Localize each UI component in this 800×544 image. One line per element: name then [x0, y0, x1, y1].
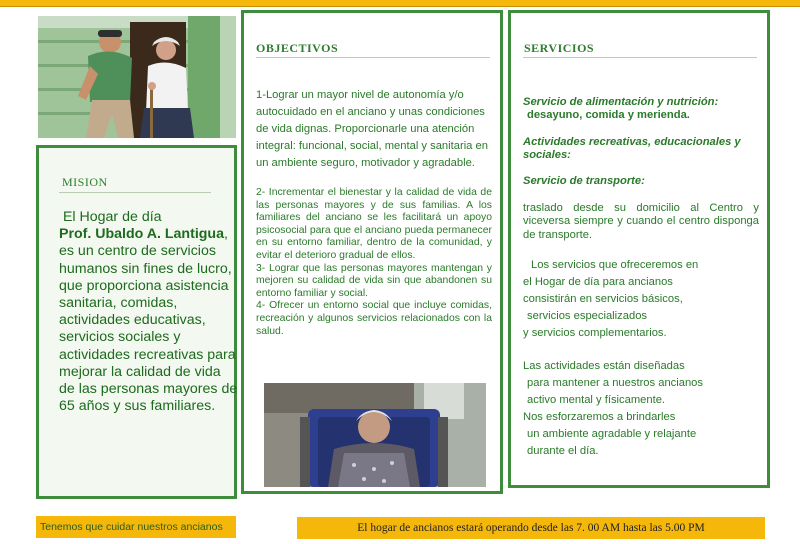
- objectivos-panel: [241, 10, 503, 494]
- offer-line: servicios especializados: [527, 310, 648, 322]
- objective-4: 4- Ofrecer un entorno social que incluye comidas, recreación y algunos servicios relacionados con la salud.: [256, 300, 492, 337]
- mision-text-body: , es un centro de servicios humanos sin fines de lucro, que proporciona asistencia sanitaria, comidas, actividades educativas, servicios sociales y actividades recreativas para mejorar la calidad de vida de las personas mayores de 65 años y sus familiares.: [59, 226, 238, 415]
- service-food: [523, 96, 759, 122]
- mision-panel: [36, 145, 237, 499]
- service-transport-text: traslado desde su domicilio al Centro y viceversa siempre y cuando el centro disponga de transporte.: [523, 202, 759, 241]
- offer-line: Los servicios que ofreceremos en: [531, 259, 699, 271]
- activities-line: Nos esforzaremos a brindarles: [523, 411, 676, 423]
- service-food-title: Servicio de alimentación y nutrición:: [523, 96, 719, 108]
- footer-hours-banner: [297, 517, 765, 539]
- footer-slogan-text: Tenemos que cuidar nuestros ancianos: [40, 521, 223, 533]
- services-offer-paragraph: [523, 257, 759, 342]
- footer-hours-text: El hogar de ancianos estará operando desde las 7. 00 AM hasta las 5.00 PM: [357, 522, 705, 534]
- objectivos-heading: OBJECTIVOS: [256, 41, 339, 55]
- mision-heading: MISION: [62, 175, 108, 189]
- offer-line: y servicios complementarios.: [523, 327, 667, 339]
- service-food-meals: desayuno, comida y merienda.: [527, 109, 690, 121]
- activities-line: durante el día.: [527, 445, 599, 457]
- mision-divider: [59, 192, 211, 193]
- servicios-divider: [523, 57, 757, 58]
- servicios-panel: [508, 10, 770, 488]
- objectivos-divider: [256, 57, 490, 58]
- service-transport: Servicio de transporte:: [523, 175, 645, 187]
- photo-woman-wheelchair: [264, 383, 486, 487]
- activities-line: Las actividades están diseñadas: [523, 360, 685, 372]
- activities-line: activo mental y físicamente.: [527, 394, 666, 406]
- offer-line: el Hogar de día para ancianos: [523, 276, 673, 288]
- service-activities: Actividades recreativas, educacionales y sociales:: [523, 136, 741, 161]
- activities-line: un ambiente agradable y relajante: [527, 428, 697, 440]
- objective-2: 2- Incrementar el bienestar y la calidad de vida de las personas mayores y de sus familias. A los familiares del anciano se les facilitará un apoyo psicosocial para que el anciano pueda permanecer en su entorno familiar, dentro de la comunidad, y evitar el deterioro gradual de ellos.: [256, 187, 492, 261]
- objective-1: 1-Lograr un mayor nivel de autonomía y/o autocuidado en el anciano y unas condiciones de vida dignas. Proporcionarle una atención integral: funcional, social, mental y sanitaria en un ambiente seguro, motivador y agradable.: [256, 89, 488, 169]
- footer-slogan-banner: [36, 516, 236, 538]
- activities-paragraph: [523, 358, 759, 460]
- objectives-list-2-4: [256, 187, 492, 338]
- mision-text-intro: El Hogar de día: [62, 209, 162, 225]
- activities-line: para mantener a nuestros ancianos: [527, 377, 704, 389]
- top-banner-bar: [0, 0, 800, 7]
- mision-text: [59, 209, 239, 415]
- photo-two-men: [38, 16, 236, 138]
- servicios-heading: SERVICIOS: [524, 41, 595, 55]
- objective-3: 3- Lograr que las personas mayores mantengan y mejoren su calidad de vida sin que abandonen su entorno familiar y social.: [256, 262, 492, 299]
- offer-line: consistirán en servicios básicos,: [523, 293, 683, 305]
- mision-founder-name: Prof. Ubaldo A. Lantigua: [59, 226, 224, 243]
